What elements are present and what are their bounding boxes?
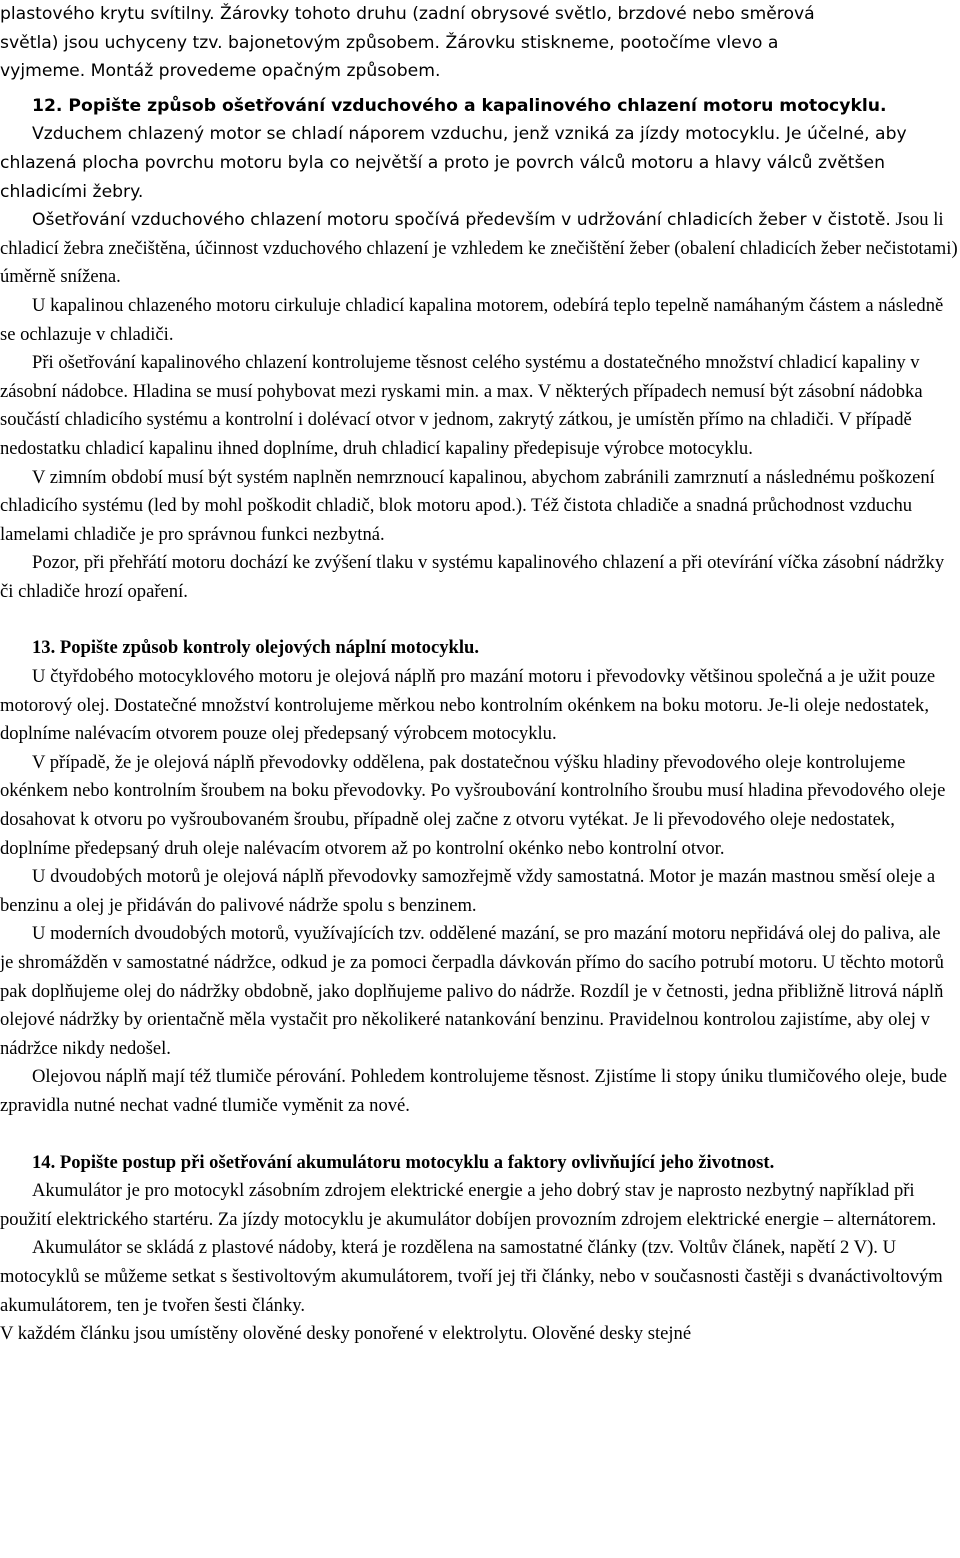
section-12-paragraph-5: V zimním období musí být systém naplněn nemrznoucí kapalinou, abychom zabránili zamrznutí a následnému poškození chladicího systému (led by mohl poškodit chladič, blok motoru apod.). Též čistota chladiče a snadná průchodnost vzduchu lamelami chladiče je pro správnou funkci nezbytná. bbox=[0, 466, 935, 545]
section-13-paragraph-2: V případě, že je olejová náplň převodovky oddělena, pak dostatečnou výšku hladiny převodového oleje kontrolujeme okénkem nebo kontrolním šroubem na boku převodovky. Po vyšroubování kontrolního šroubu musí hladina převodového oleje dosahovat k otvoru po vyšroubovaném šroubu, případně olej začne z otvoru vytékat. Je li převodového oleje nedostatek, doplníme předepsaný druh oleje nalévacím otvorem až po kontrolní okénko nebo kontrolní otvor. bbox=[0, 751, 946, 859]
section-12-paragraph-6: Pozor, při přehřátí motoru dochází ke zvýšení tlaku v systému kapalinového chlazení a při otevírání víčka zásobní nádržky či chladiče hrozí opaření. bbox=[0, 552, 945, 602]
section-12-paragraph-2 bbox=[0, 206, 958, 292]
section-12-paragraph-2-sans: Ošetřování vzduchového chlazení motoru spočívá především v udržování chladicích žeber v čistotě. bbox=[32, 210, 891, 231]
section-12-paragraph-3: U kapalinou chlazeného motoru cirkuluje chladicí kapalina motorem, odebírá teplo tepelně namáhaným částem a následně se ochlazuje v chladiči. bbox=[0, 294, 944, 345]
section-13-paragraph-4: U moderních dvoudobých motorů, využívajících tzv. oddělené mazání, se pro mazání motoru nepřidává olej do paliva, ale je shromážděn v samostatné nádržce, odkud je za pomoci čerpadla dávkován přímo do sacího potrubí motoru. U těchto motorů pak doplňujeme olej do nádržky obdobně, jako doplňujeme palivo do nádrže. Rozdíl je v četnosti, jedna přibližně litrová náplň olejové nádržky by orientačně měla vystačit pro několikeré natankování benzinu. Pravidelnou kontrolou zajistíme, aby olej v nádržce nikdy nedošel. bbox=[0, 923, 944, 1059]
intro-line-3: vyjmeme. Montáž provedeme opačným způsobem. bbox=[0, 61, 441, 82]
intro-line-2: světla) jsou uchyceny tzv. bajonetovým způsobem. Žárovku stiskneme, pootočíme vlevo a bbox=[0, 32, 779, 53]
section-12-paragraph-4: Při ošetřování kapalinového chlazení kontrolujeme těsnost celého systému a dostatečného množství chladicí kapaliny v zásobní nádobce. Hladina se musí pohybovat mezi ryskami min. a max. V některých případech nemusí být zásobní nádobka součástí chladicího systému a kontrolní i dolévací otvor v jednom, zakrytý zátkou, je umístěn přímo na chladiči. V případě nedostatku chladicí kapalinu ihned doplníme, druh chladicí kapaliny předepisuje výrobce motocyklu. bbox=[0, 352, 923, 459]
intro-line-1: plastového krytu svítilny. Žárovky tohoto druhu (zadní obrysové světlo, brzdové nebo směrová bbox=[0, 4, 815, 24]
section-14-paragraph-1: Akumulátor je pro motocykl zásobním zdrojem elektrické energie a jeho dobrý stav je naprosto nezbytný například při použití elektrického startéru. Za jízdy motocyklu je akumulátor dobíjen provozním zdrojem elektrické energie – alternátorem. bbox=[0, 1180, 937, 1230]
section-12-paragraph-2-serif: Jsou li chladicí žebra znečištěna, účinnost vzduchového chlazení je vzhledem ke znečištění žeber (obalení chladicích žeber nečistotami) úměrně snížena. bbox=[0, 209, 958, 288]
section-14-heading: 14. Popište postup při ošetřování akumulátoru motocyklu a faktory ovlivňující jeho životnost. bbox=[32, 1151, 775, 1173]
section-12-paragraph-1: Vzduchem chlazený motor se chladí náporem vzduchu, jenž vzniká za jízdy motocyklu. Je účelné, aby chlazená plocha povrchu motoru byla co největší a proto je povrch válců motoru a hlavy válců zvětšen chladicími žebry. bbox=[0, 124, 907, 202]
section-12-heading: 12. Popište způsob ošetřování vzduchového a kapalinového chlazení motoru motocyklu. bbox=[32, 95, 887, 116]
section-13-paragraph-5: Olejovou náplň mají též tlumiče pérování. Pohledem kontrolujeme těsnost. Zjistíme li stopy úniku tlumičového oleje, bude zpravidla nutné nechat vadné tlumiče vyměnit za nové. bbox=[0, 1066, 948, 1116]
section-13-paragraph-1: U čtyřdobého motocyklového motoru je olejová náplň pro mazání motoru i převodovky většinou společná a je užit pouze motorový olej. Dostatečné množství kontrolujeme měrkou nebo kontrolním okénkem na boku motoru. Je-li oleje nedostatek, doplníme nalévacím otvorem pouze olej předepsaný výrobcem motocyklu. bbox=[0, 666, 936, 745]
section-13-paragraph-3: U dvoudobých motorů je olejová náplň převodovky samozřejmě vždy samostatná. Motor je mazán mastnou směsí oleje a benzinu a olej je přidáván do palivové nádrže spolu s benzinem. bbox=[0, 866, 936, 916]
section-13-heading: 13. Popište způsob kontroly olejových náplní motocyklu. bbox=[32, 637, 479, 659]
section-14-paragraph-3: V každém článku jsou umístěny olověné desky ponořené v elektrolytu. Olověné desky stejné bbox=[0, 1323, 692, 1345]
section-14-paragraph-2: Akumulátor se skládá z plastové nádoby, která je rozdělena na samostatné články (tzv. Voltův článek, napětí 2 V). U motocyklů se můžeme setkat s šestivoltovým akumulátorem, tvoří jej tři články, nebo v současnosti častěji s dvanáctivoltovým akumulátorem, ten je tvořen šesti články. bbox=[0, 1237, 943, 1316]
